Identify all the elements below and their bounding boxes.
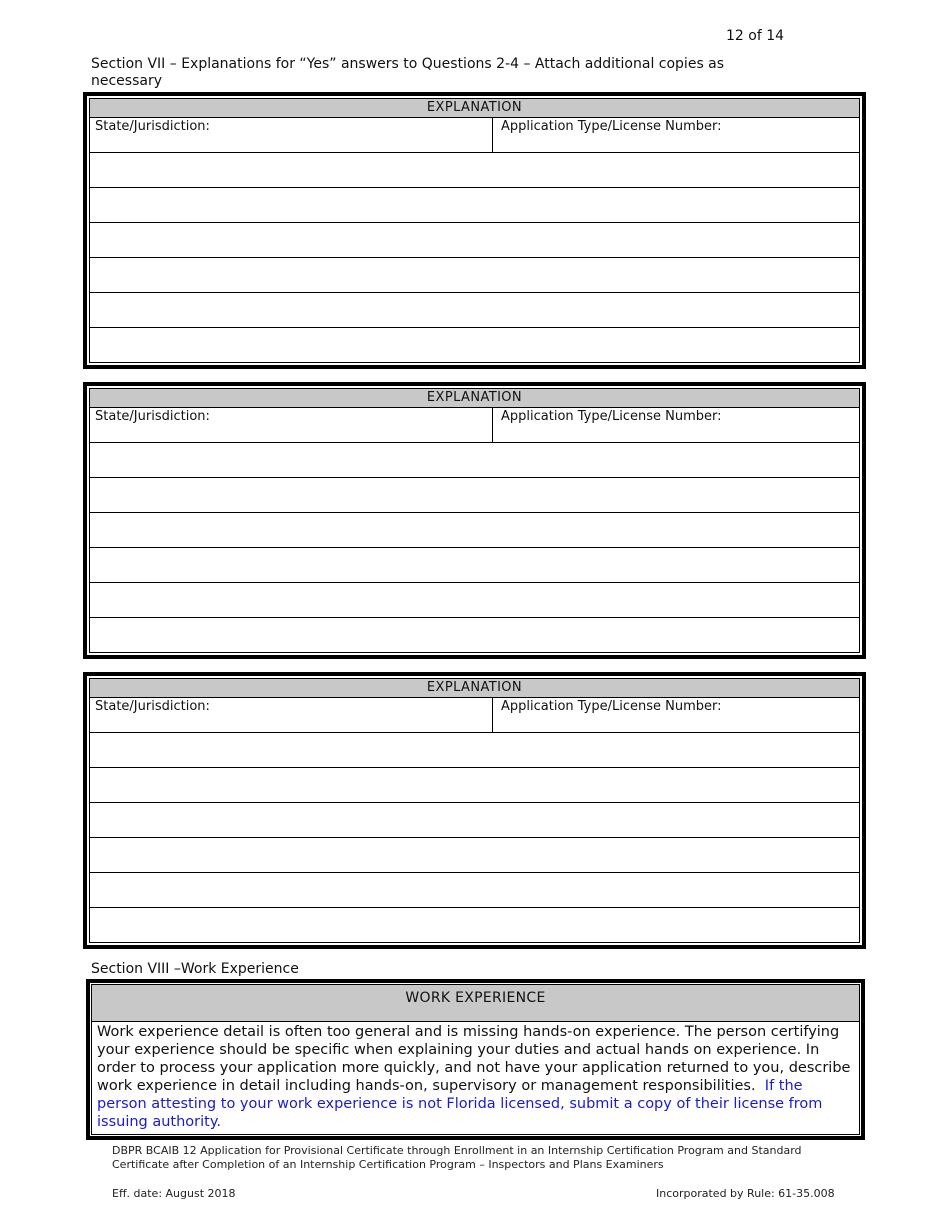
explanation-header: EXPLANATION: [90, 679, 859, 698]
explanation-line[interactable]: [90, 768, 859, 803]
explanation-line[interactable]: [90, 583, 859, 618]
explanation-line[interactable]: [90, 443, 859, 478]
explanation-block-3: [83, 672, 866, 949]
form-title-footer: DBPR BCAIB 12 Application for Provisional Certificate through Enrollment in an Internship Certification Program and Standard Certificate after Completion of an Internship Certification Program – Inspectors and Plans Examiners: [112, 1144, 802, 1171]
state-jurisdiction-field[interactable]: State/Jurisdiction:: [90, 698, 493, 732]
explanation-line[interactable]: [90, 908, 859, 942]
explanation-block-1: [83, 92, 866, 369]
work-experience-instructions: [92, 1022, 859, 1134]
explanation-header: EXPLANATION: [90, 99, 859, 118]
explanation-line[interactable]: [90, 548, 859, 583]
work-experience-box: [86, 979, 865, 1140]
explanation-line[interactable]: [90, 513, 859, 548]
license-copy-note: If the person attesting to your work experience is not Florida licensed, submit a copy of their license from issuing authority.: [97, 1078, 823, 1130]
state-jurisdiction-field[interactable]: State/Jurisdiction:: [90, 118, 493, 152]
page-number: 12 of 14: [726, 28, 785, 44]
work-experience-header: WORK EXPERIENCE: [92, 985, 859, 1022]
explanation-line[interactable]: [90, 873, 859, 908]
license-number-field[interactable]: Application Type/License Number:: [501, 409, 722, 424]
state-jurisdiction-field[interactable]: State/Jurisdiction:: [90, 408, 493, 442]
explanation-line[interactable]: [90, 803, 859, 838]
section-viii-heading: Section VIII –Work Experience: [91, 961, 299, 977]
explanation-line[interactable]: [90, 328, 859, 362]
explanation-block-2: [83, 382, 866, 659]
effective-date: Eff. date: August 2018: [112, 1187, 236, 1200]
license-number-field[interactable]: Application Type/License Number:: [501, 119, 722, 134]
explanation-line[interactable]: [90, 258, 859, 293]
license-number-field[interactable]: Application Type/License Number:: [501, 699, 722, 714]
explanation-header: EXPLANATION: [90, 389, 859, 408]
explanation-line[interactable]: [90, 478, 859, 513]
explanation-line[interactable]: [90, 153, 859, 188]
explanation-line[interactable]: [90, 293, 859, 328]
explanation-line[interactable]: [90, 618, 859, 652]
explanation-line[interactable]: [90, 733, 859, 768]
work-experience-text: Work experience detail is often too general and is missing hands-on experience. The person certifying your experience should be specific when explaining your duties and actual hands on experience. In order to process your application more quickly, and not have your application returned to you, describe work experience in detail including hands-on, supervisory or management responsibilities.: [97, 1024, 851, 1094]
explanation-line[interactable]: [90, 838, 859, 873]
explanation-line[interactable]: [90, 188, 859, 223]
explanation-line[interactable]: [90, 223, 859, 258]
incorporated-rule: Incorporated by Rule: 61-35.008: [656, 1187, 835, 1200]
section-vii-heading: Section VII – Explanations for “Yes” answers to Questions 2-4 – Attach additional copies as necessary: [91, 56, 725, 89]
